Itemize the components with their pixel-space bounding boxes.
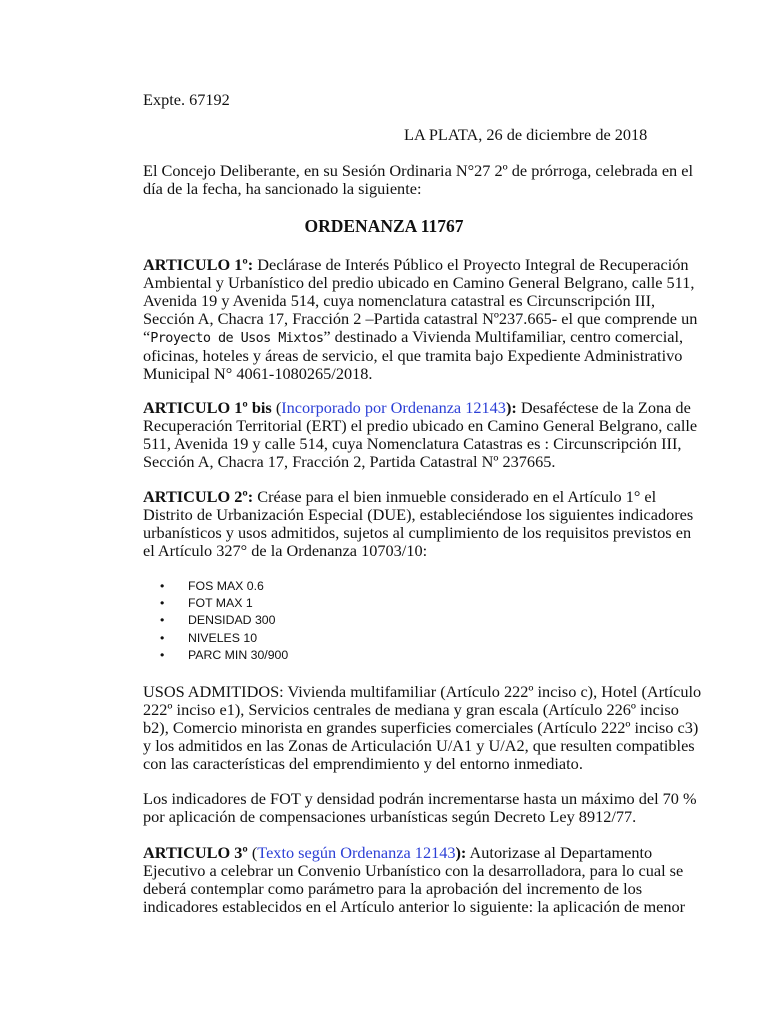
article-3-line: Ejecutivo a celebrar un Convenio Urbanístico con la desarrolladora, para lo cual se: [143, 861, 684, 880]
paren-close: ):: [455, 843, 467, 862]
article-2-line: urbanísticos y usos admitidos, sujetos al cumplimiento de los requisitos previstos en: [143, 523, 692, 542]
list-item: [160, 595, 288, 612]
article-2: [143, 487, 694, 560]
article-1-line: Sección A, Chacra 17, Fracción 2 –Partida catastral Nº237.665- el que comprende un: [143, 309, 698, 328]
list-item: [160, 578, 288, 595]
project-name: Proyecto de Usos Mixtos: [150, 330, 324, 346]
bullet-icon: •: [160, 579, 165, 593]
usos-admitidos-paragraph: [143, 682, 702, 773]
usos-line: 222º inciso e1), Servicios centrales de mediana y gran escala (Artículo 226º inciso: [143, 700, 679, 719]
list-item: [160, 612, 288, 629]
article-3-line: [143, 844, 663, 862]
indicator-text: FOS MAX 0.6: [188, 579, 264, 593]
paren-open: (: [271, 398, 282, 417]
article-1-bis: [143, 398, 698, 471]
quote-open: “: [143, 327, 151, 346]
indicator-text: NIVELES 10: [188, 630, 258, 645]
incremento-line: por aplicación de compensaciones urbanísticas según Decreto Ley 8912/77.: [143, 807, 637, 826]
intro-line: día de la fecha, ha sancionado la siguiente:: [143, 179, 422, 198]
ordinance-12143-text-link[interactable]: Texto según Ordenanza 12143: [257, 843, 456, 862]
usos-line: b2), Comercio minorista en grandes superficies comerciales (Artículo 222º inciso c3): [143, 718, 699, 737]
article-1-bis-line: Sección A, Chacra 17, Fracción 2, Partida Catastral Nº 237665.: [143, 452, 556, 471]
indicator-text: PARC MIN 30/900: [188, 647, 289, 662]
article-1-line: [143, 255, 689, 274]
bullet-icon: •: [160, 613, 165, 628]
article-1-line: Ambiental y Urbanístico del predio ubicado en Camino General Belgrano, calle 511,: [143, 273, 695, 292]
article-3: [143, 843, 686, 916]
ordinance-12143-link[interactable]: Incorporado por Ordenanza 12143: [281, 398, 506, 417]
article-1-line: Municipal N° 4061-1080265/2018.: [143, 364, 373, 383]
indicator-text: DENSIDAD 300: [188, 613, 276, 628]
article-1-text: ” destinado a Vivienda Multifamiliar, centro comercial,: [323, 327, 684, 346]
bullet-icon: •: [160, 647, 165, 662]
paren-close: ):: [505, 398, 517, 417]
document-date: [404, 126, 647, 144]
expediente-text: Expte. 67192: [143, 90, 230, 109]
article-1-line: oficinas, hoteles y áreas de servicio, el que tramita bajo Expediente Administrativo: [143, 346, 683, 365]
article-1-bis-line: [143, 398, 691, 417]
indicator-text: FOT MAX 1: [188, 596, 253, 611]
article-1-bis-line: 511, Avenida 19 y calle 514, cuya Nomenclatura Catastras es : Circunscripción III,: [143, 434, 682, 453]
article-1: [143, 255, 698, 383]
article-2-text: Créase para el bien inmueble considerado en el Artículo 1° el: [253, 487, 657, 506]
article-2-line: el Artículo 327° de la Ordenanza 10703/10:: [143, 541, 428, 560]
article-1-bis-line: Recuperación Territorial (ERT) el predio ubicado en Camino General Belgrano, calle: [143, 416, 698, 435]
ordinance-title: ORDENANZA 11767: [304, 216, 464, 236]
article-1-line: Avenida 19 y Avenida 514, cuya nomenclatura catastral es Circunscripción III,: [143, 291, 656, 310]
usos-line: y los admitidos en las Zonas de Articulación U/A1 y U/A2, que resulten compatibles: [143, 736, 695, 755]
intro-paragraph: [143, 161, 694, 198]
article-2-line: [143, 488, 663, 506]
article-3-line: deberá contemplar como parámetro para la aprobación del incremento de los: [143, 879, 643, 898]
list-item: [160, 630, 288, 647]
article-1-bis-heading: ARTICULO 1º bis: [143, 398, 272, 417]
article-3-line: indicadores establecidos en el Artículo anterior lo siguiente: la aplicación de menor: [143, 897, 686, 916]
article-1-text: Declárase de Interés Público el Proyecto Integral de Recuperación: [253, 255, 689, 274]
article-3-heading: ARTICULO 3º: [143, 843, 248, 862]
date-text: LA PLATA, 26 de diciembre de 2018: [404, 125, 648, 144]
incremento-paragraph: [143, 789, 697, 826]
article-2-heading: ARTICULO 2º:: [143, 487, 254, 506]
article-2-line: Distrito de Urbanización Especial (DUE), estableciéndose los siguientes indicadores: [143, 505, 694, 524]
article-1-line: [143, 327, 684, 347]
expediente-number: [143, 91, 663, 109]
intro-line: El Concejo Deliberante, en su Sesión Ordinaria N°27 2º de prórroga, celebrada en el: [143, 161, 694, 180]
list-item: [160, 647, 288, 664]
paren-open: (: [247, 843, 258, 862]
usos-line: USOS ADMITIDOS: Vivienda multifamiliar (Artículo 222º inciso c), Hotel (Artículo: [143, 682, 702, 701]
article-1-heading: ARTICULO 1º:: [143, 255, 254, 274]
article-1-bis-text: Desaféctese de la Zona de: [516, 398, 691, 417]
incremento-line: Los indicadores de FOT y densidad podrán incrementarse hasta un máximo del 70 %: [143, 789, 697, 808]
article-3-text: Autorizase al Departamento: [466, 843, 653, 862]
bullet-icon: •: [160, 596, 165, 611]
usos-line: con las características del emprendimiento y del entorno inmediato.: [143, 754, 583, 773]
indicators-list: [160, 578, 288, 664]
bullet-icon: •: [160, 630, 165, 645]
